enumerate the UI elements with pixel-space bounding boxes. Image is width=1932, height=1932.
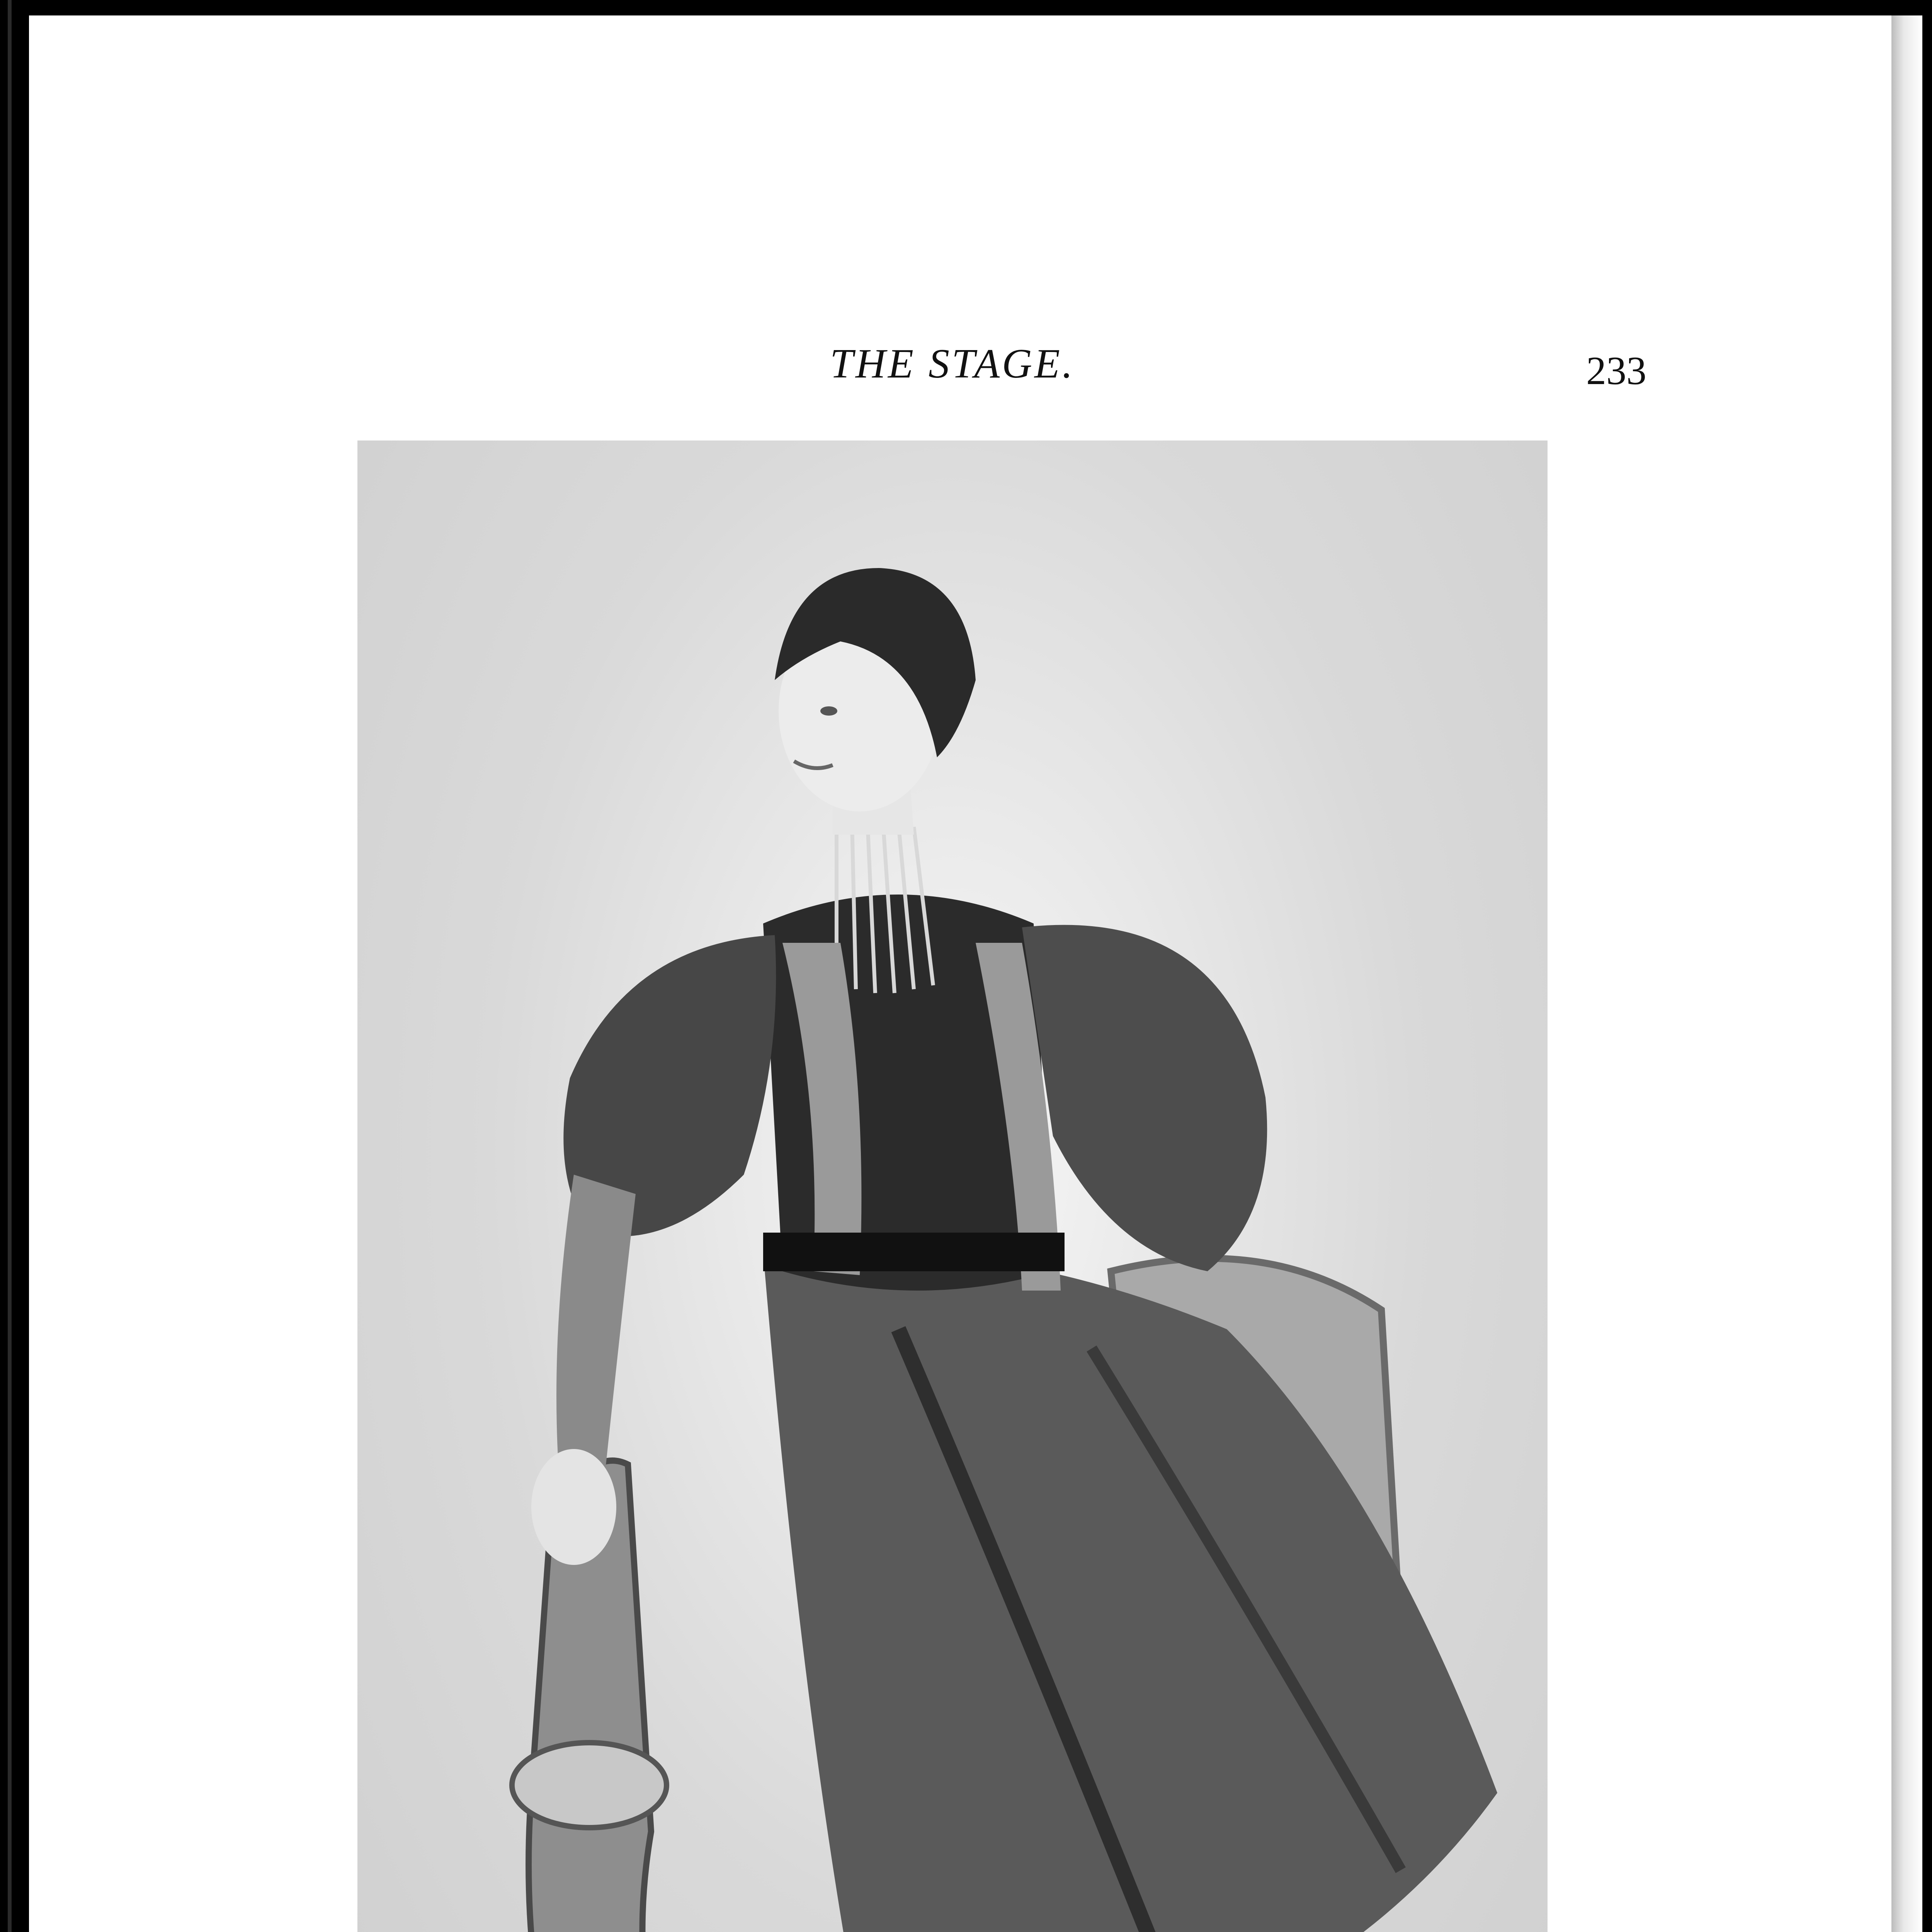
page-number: 233: [1586, 349, 1646, 393]
running-head: THE STAGE.: [830, 341, 1075, 387]
portrait-illustration: [357, 440, 1548, 1932]
sleeve-right: [1022, 925, 1267, 1271]
hand: [531, 1449, 616, 1565]
book-spine-edge: [0, 0, 29, 1932]
chair-arm-knob: [512, 1743, 667, 1828]
page-stack-edge: [1891, 15, 1922, 1932]
forearm-left: [556, 1175, 636, 1476]
magazine-page: [29, 15, 1891, 1932]
portrait-photograph: [357, 440, 1548, 1932]
waist-belt: [763, 1233, 1065, 1271]
